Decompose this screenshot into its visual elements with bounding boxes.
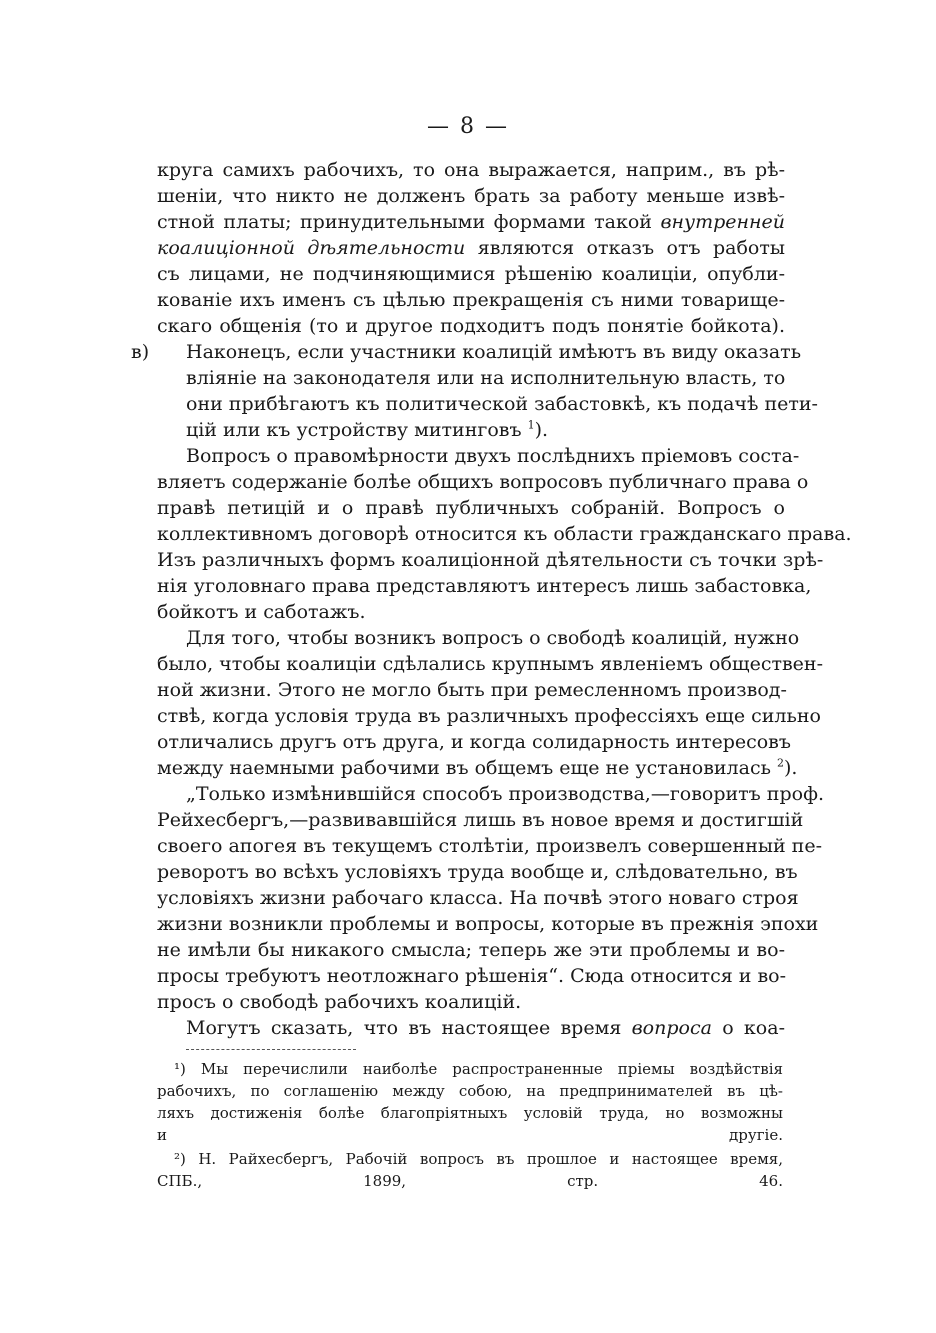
footnote-line: СПБ., 1899, стр. 46.: [157, 1172, 783, 1190]
footnote-ref: 1: [527, 418, 535, 432]
text-fragment: Могутъ сказать, что въ настоящее время: [186, 1017, 622, 1039]
text-line: своего апогея въ текущемъ столѣтіи, произвелъ совершенный пе-: [157, 835, 823, 857]
text-line: коллективномъ договорѣ относится къ области гражданскаго права.: [157, 523, 852, 545]
text-fragment: о коа-: [722, 1017, 785, 1039]
text-line: условіяхъ жизни рабочаго класса. На почвѣ этого новаго строя: [157, 887, 799, 909]
text-line: шеніи, что никто не долженъ брать за работу меньше извѣ-: [157, 185, 785, 207]
text-line: Наконецъ, если участники коалицій имѣютъ въ виду оказать: [186, 341, 802, 363]
text-line: просы требуютъ неотложнаго рѣшенія“. Сюда относится и во-: [157, 965, 787, 987]
text-line: Вопросъ о правомѣрности двухъ послѣднихъ пріемовъ соста-: [186, 445, 800, 467]
text-line: [157, 235, 785, 261]
footnote-line: ляхъ достиженія болѣе благопріятныхъ условій труда, но возможны: [157, 1104, 783, 1122]
text-line: вліяніе на законодателя или на исполнительную власть, то: [186, 367, 786, 389]
emphasis-text: вопроса: [631, 1017, 712, 1039]
page-number: — 8 —: [427, 114, 509, 139]
text-line: Для того, чтобы возникъ вопросъ о свободѣ коалицій, нужно: [186, 627, 800, 649]
list-marker: в): [131, 341, 150, 363]
text-line: нія уголовнаго права представляютъ интересъ лишь забастовка,: [157, 575, 812, 597]
text-line: [157, 209, 785, 235]
text-fragment: стной платы; принудительными формами такой: [157, 211, 652, 233]
text-line: „Только измѣнившійся способъ производства,—говоритъ проф.: [186, 783, 824, 805]
footnote-separator: [186, 1049, 356, 1050]
text-line: кованіе ихъ именъ съ цѣлью прекращенія съ ними товарище-: [157, 289, 785, 311]
text-line: было, чтобы коалиціи сдѣлались крупнымъ явленіемъ обществен-: [157, 653, 824, 675]
text-line: Рейхесбергъ,—развивавшійся лишь въ новое время и достигшій: [157, 809, 804, 831]
text-line: не имѣли бы никакого смысла; теперь же эти проблемы и во-: [157, 939, 785, 961]
text-line: отличались другъ отъ друга, и когда солидарность интересовъ: [157, 731, 791, 753]
text-line: [186, 1015, 785, 1041]
text-line: ной жизни. Этого не могло быть при ремесленномъ производ-: [157, 679, 787, 701]
footnote-ref: 2: [776, 756, 784, 770]
footnote-line: ¹) Мы перечислили наиболѣе распространенные пріемы воздѣйствія: [174, 1060, 783, 1078]
text-line: цій или къ устройству митинговъ $^1$).: [186, 418, 549, 441]
text-line: между наемными рабочими въ общемъ еще не установилась $^2$).: [157, 756, 798, 779]
text-line: правѣ петицій и о правѣ публичныхъ собраній. Вопросъ о: [157, 497, 785, 519]
text-line: реворотъ во всѣхъ условіяхъ труда вообще и, слѣдовательно, въ: [157, 861, 798, 883]
text-line: бойкотъ и саботажъ.: [157, 601, 366, 623]
text-line: съ лицами, не подчиняющимися рѣшенію коалиціи, опубли-: [157, 263, 785, 285]
text-line: ствѣ, когда условія труда въ различныхъ профессіяхъ еще сильно: [157, 705, 821, 727]
footnote-line: рабочихъ, по соглашенію между собою, на предпринимателей въ цѣ-: [157, 1082, 783, 1100]
text-fragment: между наемными рабочими въ общемъ еще не установилась: [157, 757, 771, 779]
text-line: круга самихъ рабочихъ, то она выражается, наприм., въ рѣ-: [157, 159, 785, 181]
text-line: Изъ различныхъ формъ коалиціонной дѣятельности съ точки зрѣ-: [157, 549, 824, 571]
text-line: жизни возникли проблемы и вопросы, которые въ прежнія эпохи: [157, 913, 819, 935]
text-line: просъ о свободѣ рабочихъ коалицій.: [157, 991, 522, 1013]
text-line: они прибѣгаютъ къ политической забастовкѣ, къ подачѣ пети-: [186, 393, 818, 415]
footnote-line: и другіе.: [157, 1126, 783, 1144]
footnote-line: ²) Н. Райхесбергъ, Рабочій вопросъ въ прошлое и настоящее время,: [174, 1150, 783, 1168]
text-line: скаго общенія (то и другое подходитъ подъ понятіе бойкота).: [157, 315, 785, 337]
text-line: вляетъ содержаніе болѣе общихъ вопросовъ публичнаго права о: [157, 471, 809, 493]
emphasis-text: коалиціонной дѣятельности: [157, 237, 466, 259]
emphasis-text: внутренней: [660, 211, 785, 233]
text-fragment: цій или къ устройству митинговъ: [186, 419, 522, 441]
text-fragment: являются отказъ отъ работы: [477, 237, 786, 259]
